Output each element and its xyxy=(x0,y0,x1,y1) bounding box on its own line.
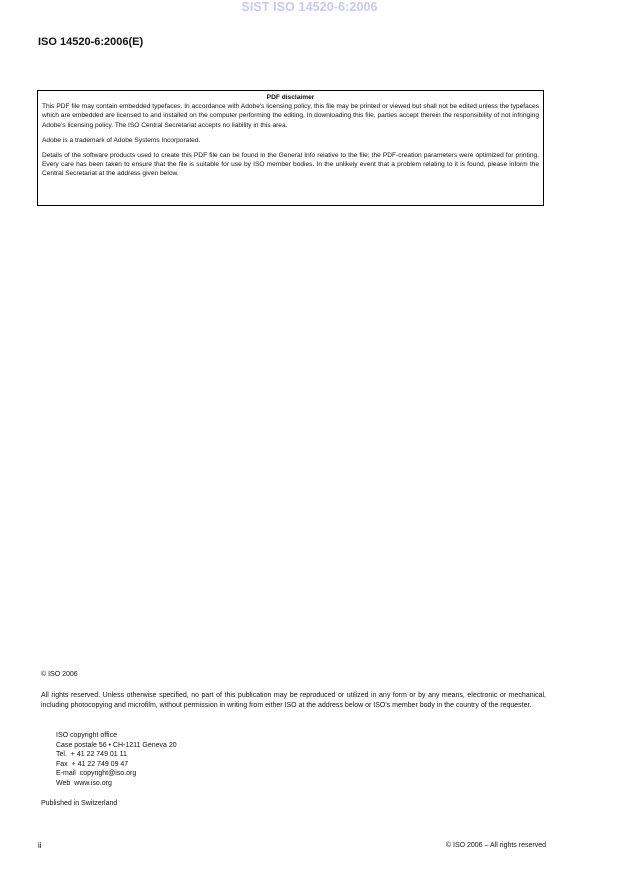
address-email: E-mail copyright@iso.org xyxy=(56,770,137,777)
footer-copyright: © ISO 2006 – All rights reserved xyxy=(445,842,546,849)
address-fax: Fax + 41 22 749 09 47 xyxy=(56,760,129,768)
disclaimer-title: PDF disclaimer xyxy=(266,94,315,101)
address-web: Web www.iso.org xyxy=(56,779,112,787)
rights-statement: All rights reserved. Unless otherwise specified, no part of this publication may be reproduced or utilized in any form or by any means, electronic or mechanical, including photocopying and microfilm, without permission in writing from either ISO at the address below or ISO's member body in the country of the requester. xyxy=(41,692,546,709)
address-line: Case postale 56 • CH-1211 Geneva 20 xyxy=(56,741,177,749)
disclaimer-paragraph: Details of the software products used to create this PDF file can be found in the General Info relative to the file; the PDF-creation parameters were optimized for printing. Every care has been taken to ensure that the file is suitable for use by ISO member bodies. In the unlikely event that a problem relating to it is found, please inform the Central Secretariat at the address given below. xyxy=(42,152,539,178)
published-location: Published in Switzerland xyxy=(41,800,118,807)
document-id: ISO 14520-6:2006(E) xyxy=(38,36,144,48)
address-phone: Tel. + 41 22 749 01 11 xyxy=(56,751,127,758)
pdf-disclaimer-box xyxy=(37,90,544,206)
copyright-office-address xyxy=(56,731,177,788)
address-line: ISO copyright office xyxy=(56,732,117,739)
disclaimer-paragraph: This PDF file may contain embedded typefaces. In accordance with Adobe's licensing policy, this file may be printed or viewed but shall not be edited unless the typefaces which are embedded are licensed to and installed on the computer performing the editing. In downloading this file, parties accept therein the responsibility of not infringing Adobe's licensing policy. The ISO Central Secretariat accepts no liability in this area. xyxy=(42,103,539,129)
disclaimer-paragraph: Adobe is a trademark of Adobe Systems Incorporated. xyxy=(42,136,201,144)
watermark: SIST ISO 14520-6:2006 xyxy=(241,0,378,14)
page-number: ii xyxy=(38,841,42,850)
copyright-mark: © ISO 2006 xyxy=(41,671,78,678)
